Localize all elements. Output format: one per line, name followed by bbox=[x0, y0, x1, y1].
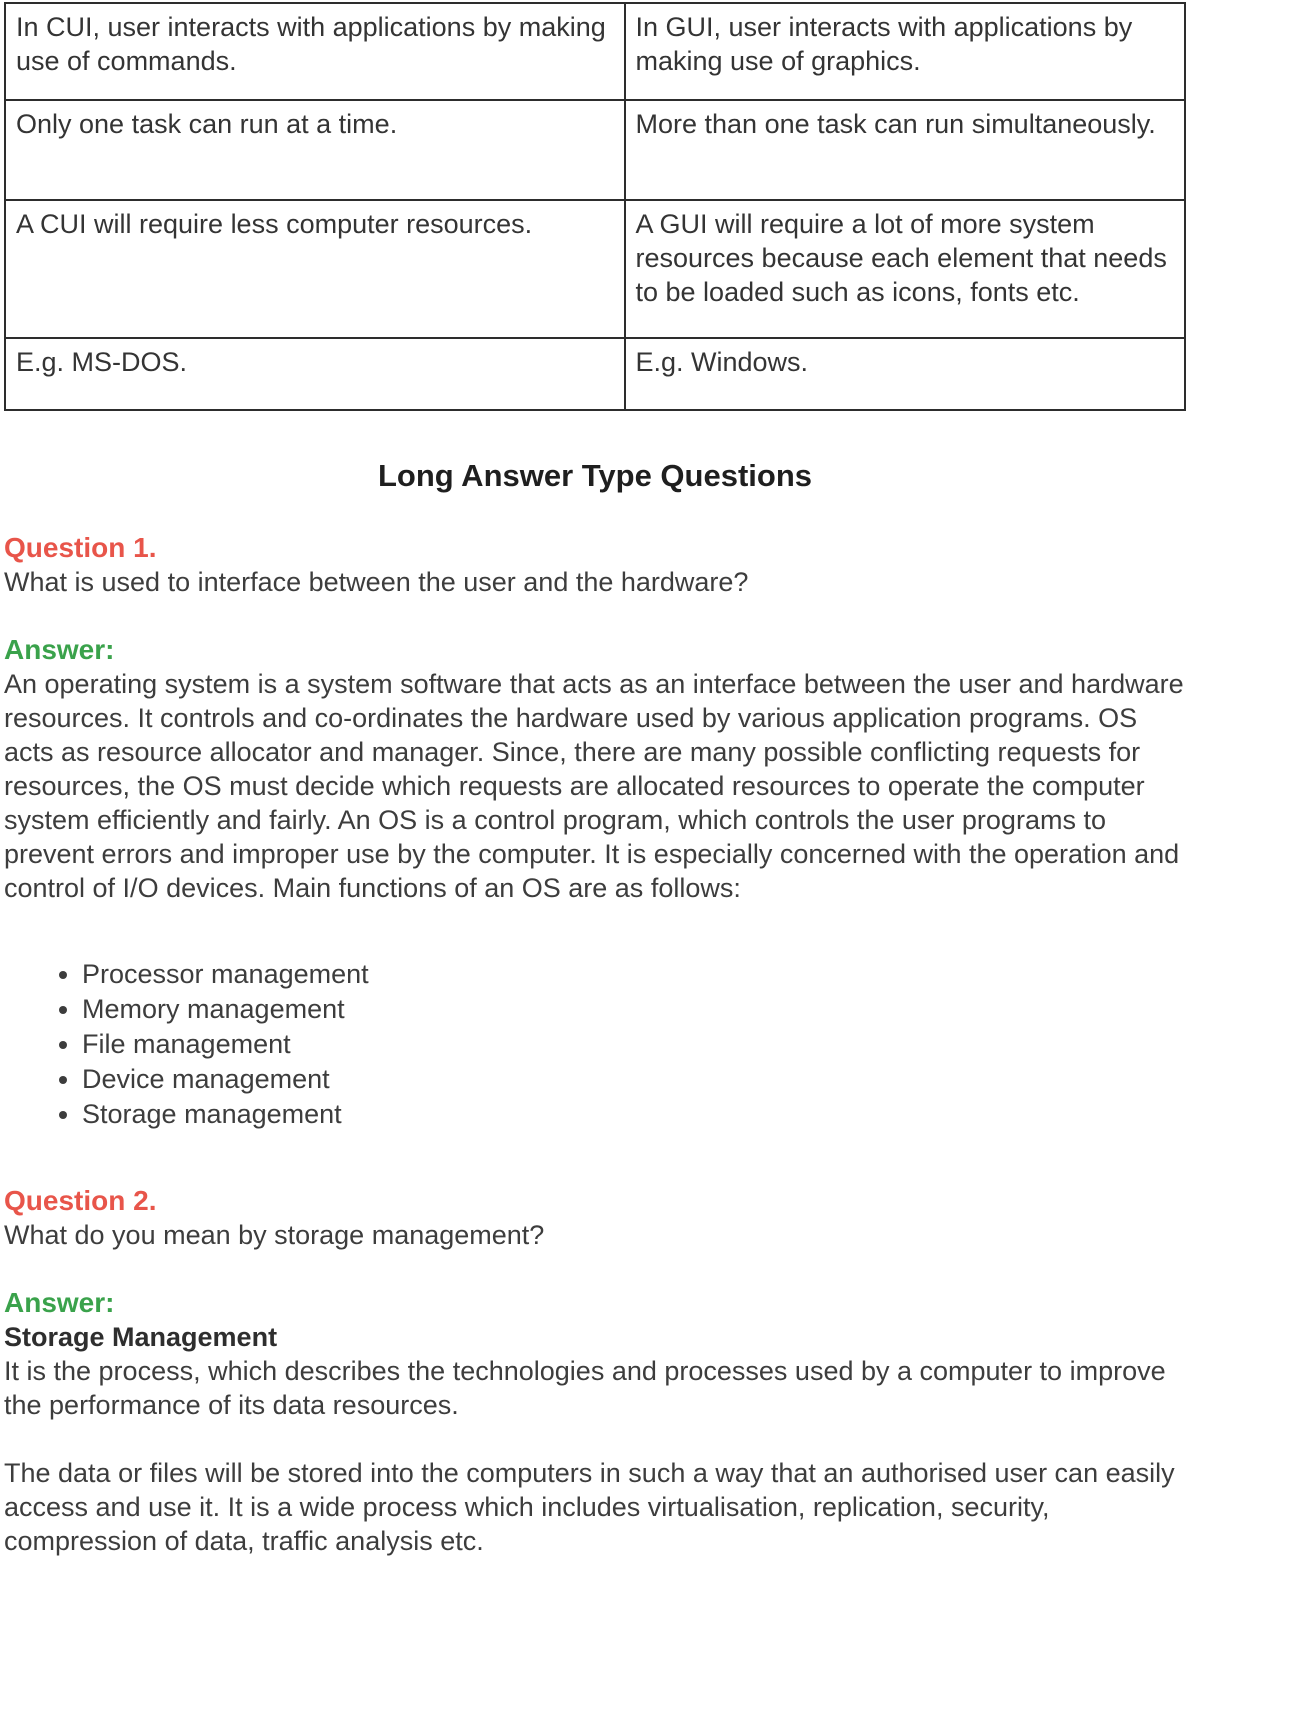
table-cell-gui: A GUI will require a lot of more system resources because each element that needs to be loaded such as icons, fonts etc. bbox=[625, 200, 1186, 338]
answer1-label: Answer: bbox=[4, 634, 115, 665]
table-cell-cui: A CUI will require less computer resources. bbox=[5, 200, 625, 338]
table-cell-cui: Only one task can run at a time. bbox=[5, 100, 625, 200]
table-cell-gui: More than one task can run simultaneously. bbox=[625, 100, 1186, 200]
os-functions-list bbox=[4, 957, 1186, 1132]
table-row bbox=[5, 338, 1185, 410]
answer2-para1: It is the process, which describes the technologies and processes used by a computer to improve the performance of its data resources. bbox=[4, 1356, 1166, 1420]
question1-label: Question 1. bbox=[4, 532, 157, 563]
list-item: • File management bbox=[82, 1027, 1186, 1062]
question2-text: What do you mean by storage management? bbox=[4, 1220, 545, 1250]
table-row bbox=[5, 200, 1185, 338]
cui-gui-comparison-table bbox=[4, 2, 1186, 411]
table-row bbox=[5, 100, 1185, 200]
table-cell-cui: E.g. MS-DOS. bbox=[5, 338, 625, 410]
answer1-text: An operating system is a system software that acts as an interface between the user and hardware resources. It controls and co-ordinates the hardware used by various application programs. OS acts as resource allocator and manager. Since, there are many possible conflicting requests for resources, the OS must decide which requests are allocated resources to operate the computer system efficiently and fairly. An OS is a control program, which controls the user programs to prevent errors and improper use by the computer. It is especially concerned with the operation and control of I/O devices. Main functions of an OS are as follows: bbox=[4, 669, 1184, 903]
answer2-label: Answer: bbox=[4, 1287, 115, 1318]
question1-text: What is used to interface between the user and the hardware? bbox=[4, 567, 749, 597]
list-item: • Storage management bbox=[82, 1097, 1186, 1132]
table-row bbox=[5, 3, 1185, 100]
question2-label: Question 2. bbox=[4, 1185, 157, 1216]
list-item: • Processor management bbox=[82, 957, 1186, 992]
list-item: • Device management bbox=[82, 1062, 1186, 1097]
answer2-para2: The data or files will be stored into the computers in such a way that an authorised user can easily access and use it. It is a wide process which includes virtualisation, replication, security, compression of data, traffic analysis etc. bbox=[4, 1458, 1175, 1556]
list-item: • Memory management bbox=[82, 992, 1186, 1027]
table-cell-gui: E.g. Windows. bbox=[625, 338, 1186, 410]
answer2-heading: Storage Management bbox=[4, 1322, 278, 1352]
section-title: Long Answer Type Questions bbox=[377, 458, 813, 493]
table-cell-cui: In CUI, user interacts with applications by making use of commands. bbox=[5, 3, 625, 100]
table-cell-gui: In GUI, user interacts with applications by making use of graphics. bbox=[625, 3, 1186, 100]
